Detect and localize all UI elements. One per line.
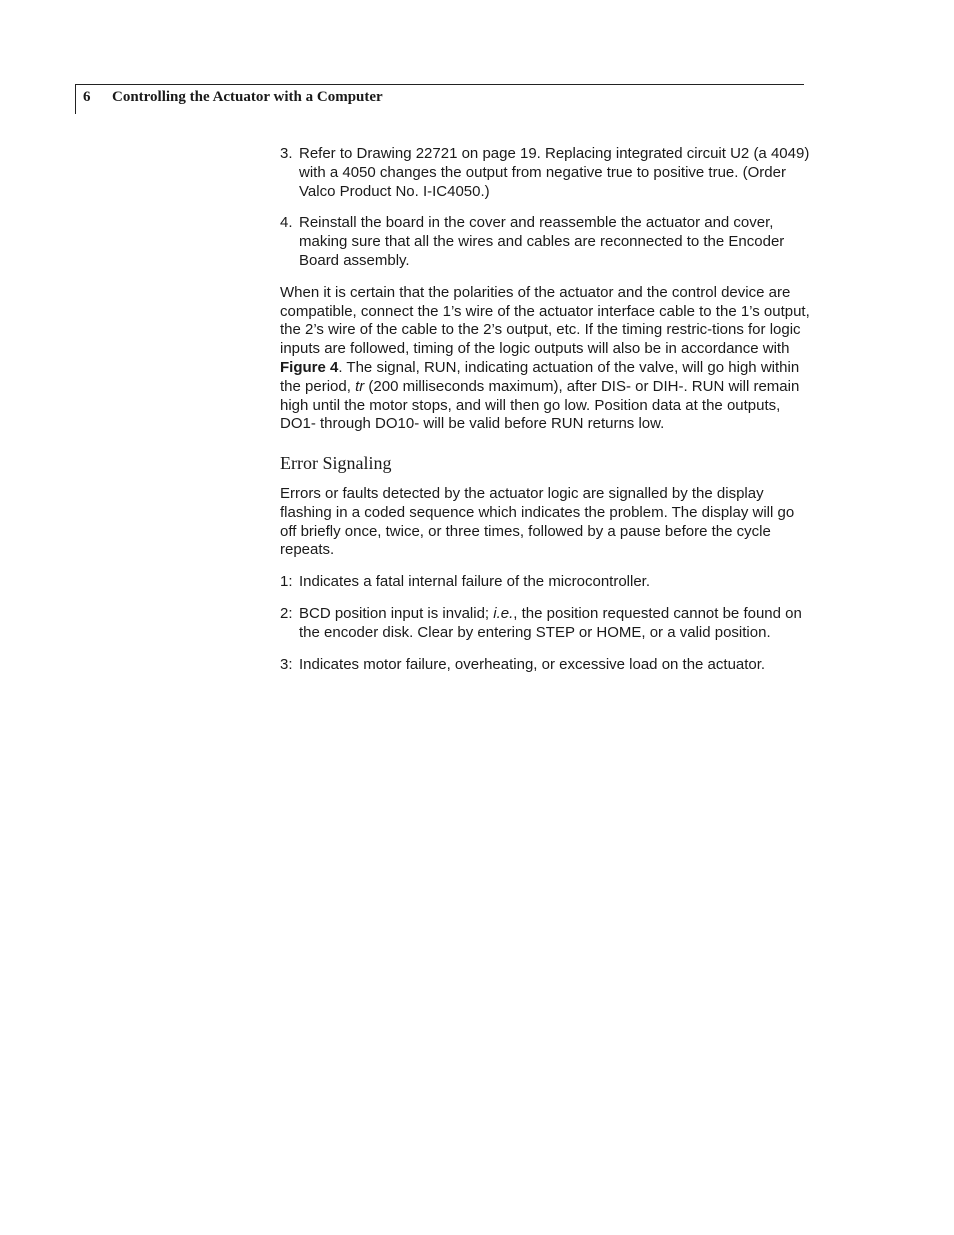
error-item [280,656,810,675]
paragraph-text: (200 milliseconds maximum), after DIS- or DIH-. RUN will remain high until the motor stops, and will then go low. Position data at the outputs, DO1- through DO10- will be valid before RUN returns low. [280,377,800,433]
error-text: Indicates a fatal internal failure of the microcontroller. [299,573,651,591]
ie-abbreviation: i.e. [493,604,514,622]
paragraph-text: When it is certain that the polarities of the actuator and the control device are compatible, connect the 1’s wire of the actuator interface cable to the 1’s output, the 2’s wire of the cable to the 2’s output, etc. If the timing restric-tions for logic inputs are followed, timing of the logic outputs will also be in accordance with [280,283,810,358]
figure-reference: Figure 4 [280,358,339,376]
step-text: Refer to Drawing 22721 on page 19. Replacing integrated circuit U2 (a 4049) with a 4050 changes the output from negative true to positive true. (Order Valco Product No. I-IC4050.) [299,145,810,200]
error-text-part: BCD position input is invalid; [299,604,494,622]
error-item [280,573,810,592]
error-code: 1: [280,573,293,591]
tr-symbol: tr [355,377,365,395]
error-intro-paragraph: Errors or faults detected by the actuator logic are signalled by the display flashing in a coded sequence which indicates the problem. The display will go off briefly once, twice, or three times, followed by a pause before the cycle repeats. [280,484,795,559]
error-text: Indicates motor failure, overheating, or excessive load on the actuator. [299,655,766,673]
header-margin-rule [75,84,76,114]
paragraph-text: . The signal, RUN, indicating actuation of the valve, will go high within the period, [280,358,800,395]
page-body [280,145,810,687]
step-item [280,214,810,270]
step-number: 4. [280,214,293,232]
header-rule [75,84,804,85]
error-text [299,605,810,643]
polarity-paragraph [280,284,810,434]
step-text: Reinstall the board in the cover and reassemble the actuator and cover, making sure that all the wires and cables are reconnected to the Encoder Board assembly. [299,214,785,269]
error-item [280,605,810,643]
section-heading: Error Signaling [280,453,392,474]
error-code: 3: [280,655,293,673]
running-header [83,89,383,106]
running-header-title: Controlling the Actuator with a Computer [112,89,383,105]
page-number: 6 [83,89,91,105]
step-item [280,145,810,201]
error-text-part: , the position requested cannot be found on the encoder disk. Clear by entering STEP or HOME, or a valid position. [299,604,802,641]
step-number: 3. [280,145,293,162]
error-code: 2: [280,604,293,622]
